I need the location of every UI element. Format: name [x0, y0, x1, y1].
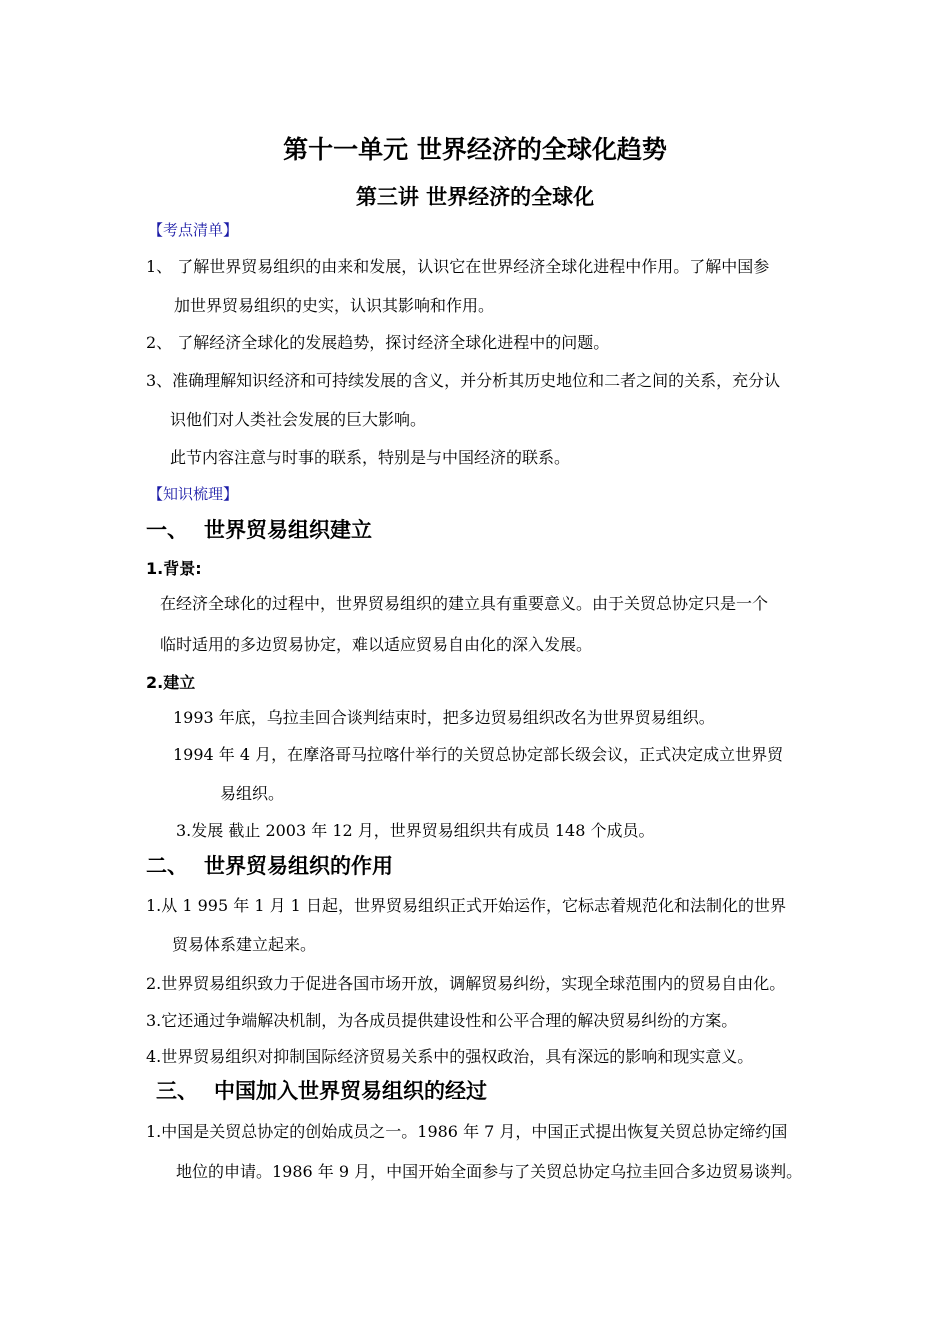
exam-point-3-line-2: 识他们对人类社会发展的巨大影响。	[170, 410, 427, 429]
china-item-1-line-1: 1.中国是关贸总协定的创始成员之一。1986 年 7 月，中国正式提出恢复关贸总协定缔约国	[146, 1122, 788, 1141]
role-item-3: 3.它还通过争端解决机制，为各成员提供建设性和公平合理的解决贸易纠纷的方案。	[146, 1011, 738, 1030]
role-item-2: 2.世界贸易组织致力于促进各国市场开放，调解贸易纠纷，实现全球范围内的贸易自由化。	[146, 974, 786, 993]
background-label: 1.背景:	[146, 559, 202, 578]
exam-point-1-line-2: 加世界贸易组织的史实，认识其影响和作用。	[174, 296, 495, 315]
exam-point-1-line-1: 1、 了解世界贸易组织的由来和发展，认识它在世界经济全球化进程中作用。了解中国参	[146, 257, 770, 276]
exam-point-2: 2、 了解经济全球化的发展趋势，探讨经济全球化进程中的问题。	[146, 333, 610, 352]
page-title: 第十一单元 世界经济的全球化趋势	[283, 135, 667, 164]
section-3-number: 三、	[156, 1079, 198, 1103]
exam-note: 此节内容注意与时事的联系，特别是与中国经济的联系。	[170, 448, 571, 467]
section-3-title: 中国加入世界贸易组织的经过	[214, 1079, 487, 1103]
section-2-heading	[146, 852, 393, 880]
china-item-1-line-2: 地位的申请。1986 年 9 月，中国开始全面参与了关贸总协定乌拉圭回合多边贸易谈判。	[176, 1162, 803, 1181]
exam-points-tag: 【考点清单】	[148, 221, 239, 239]
section-1-heading	[146, 516, 372, 544]
page-subtitle: 第三讲 世界经济的全球化	[355, 185, 595, 209]
section-1-title: 世界贸易组织建立	[204, 518, 372, 542]
section-2-title: 世界贸易组织的作用	[204, 854, 393, 878]
establishment-label: 2.建立	[146, 673, 196, 692]
background-line-1: 在经济全球化的过程中，世界贸易组织的建立具有重要意义。由于关贸总协定只是一个	[160, 594, 769, 613]
establishment-line-1: 1993 年底，乌拉圭回合谈判结束时，把多边贸易组织改名为世界贸易组织。	[173, 708, 715, 727]
section-1-number: 一、	[146, 518, 188, 542]
establishment-line-3: 易组织。	[220, 784, 285, 803]
development-line: 3.发展 截止 2003 年 12 月，世界贸易组织共有成员 148 个成员。	[176, 821, 655, 840]
establishment-line-2: 1994 年 4 月，在摩洛哥马拉喀什举行的关贸总协定部长级会议，正式决定成立世界贸	[173, 745, 784, 764]
exam-point-3-line-1: 3、准确理解知识经济和可持续发展的含义，并分析其历史地位和二者之间的关系，充分认	[146, 371, 781, 390]
section-3-heading	[156, 1077, 487, 1105]
role-item-1-line-1: 1.从 1 995 年 1 月 1 日起，世界贸易组织正式开始运作，它标志着规范化和法制化的世界	[146, 896, 786, 915]
role-item-1-line-2: 贸易体系建立起来。	[172, 935, 317, 954]
section-2-number: 二、	[146, 854, 188, 878]
background-line-2: 临时适用的多边贸易协定，难以适应贸易自由化的深入发展。	[160, 635, 593, 654]
role-item-4: 4.世界贸易组织对抑制国际经济贸易关系中的强权政治，具有深远的影响和现实意义。	[146, 1047, 754, 1066]
knowledge-tag: 【知识梳理】	[148, 485, 239, 503]
